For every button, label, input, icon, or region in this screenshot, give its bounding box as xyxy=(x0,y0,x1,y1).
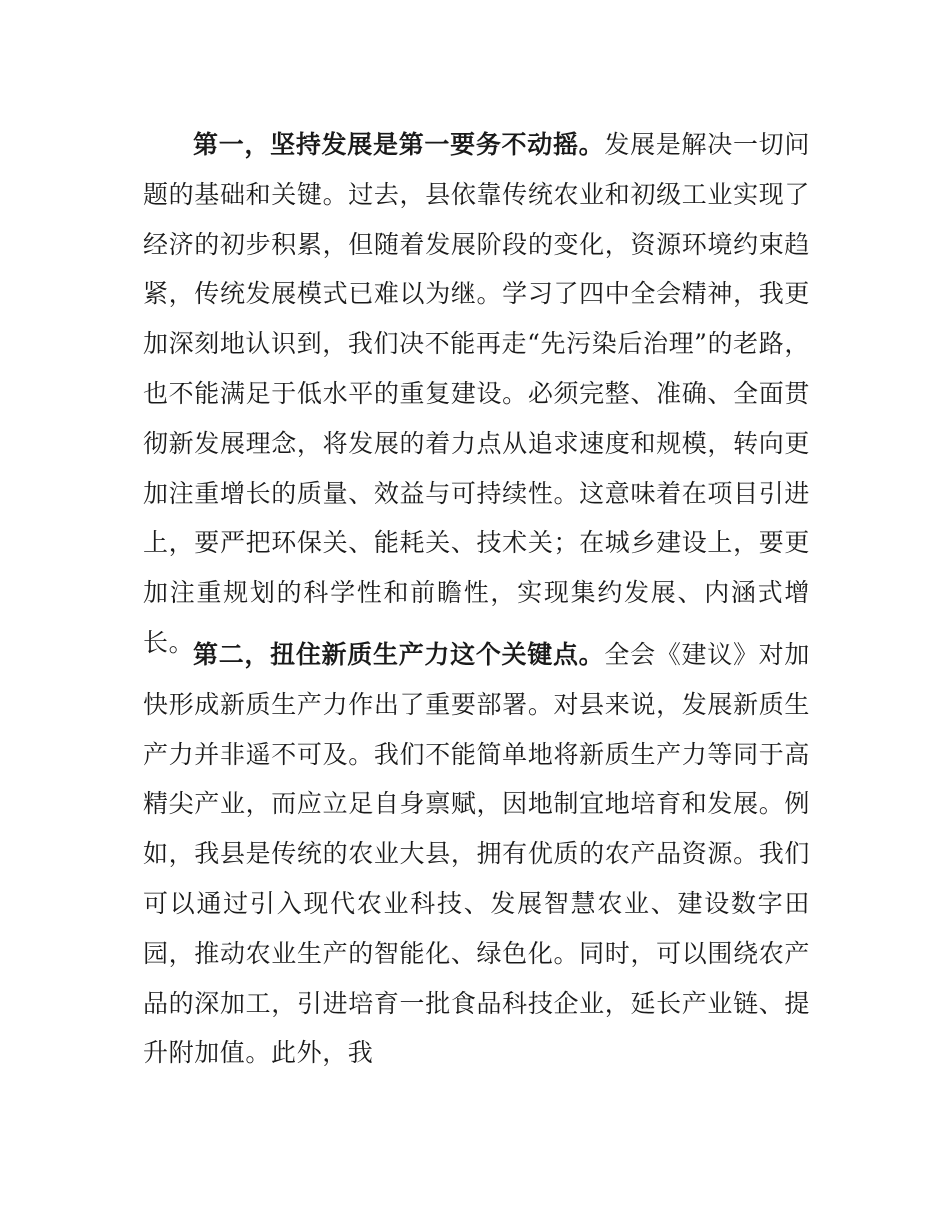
paragraph-body-text: 发展是解决一切问题的基础和关键。过去，县依靠传统农业和初级工业实现了经济的初步积累，但随着发展阶段的变化，资源环境约束趋紧，传统发展模式已难以为继。学习了四中全会精神，我更加深刻地认识到，我们决不能再走“先污染后治理”的老路，也不能满足于低水平的重复建设。必须完整、准确、全面贯彻新发展理念，将发展的着力点从追求速度和规模，转向更加注重增长的质量、效益与可持续性。这意味着在项目引进上，要严把环保关、能耗关、技术关；在城乡建设上，要更加注重规划的科学性和前瞻性，实现集约发展、内涵式增长。 xyxy=(143,130,810,657)
paragraph-body-text: 全会《建议》对加快形成新质生产力作出了重要部署。对县来说，发展新质生产力并非遥不可及。我们不能简单地将新质生产力等同于高精尖产业，而应立足自身禀赋，因地制宜地培育和发展。例如，我县是传统的农业大县，拥有优质的农产品资源。我们可以通过引入现代农业科技、发展智慧农业、建设数字田园，推动农业生产的智能化、绿色化。同时，可以围绕农产品的深加工，引进培育一批食品科技企业，延长产业链、提升附加值。此外，我 xyxy=(143,640,810,1068)
paragraph-first-point xyxy=(143,120,810,668)
paragraph-lead-heading: 第二，扭住新质生产力这个关键点。 xyxy=(193,640,605,669)
paragraph-lead-heading: 第一，坚持发展是第一要务不动摇。 xyxy=(193,130,605,159)
paragraph-second-point xyxy=(143,630,810,1078)
